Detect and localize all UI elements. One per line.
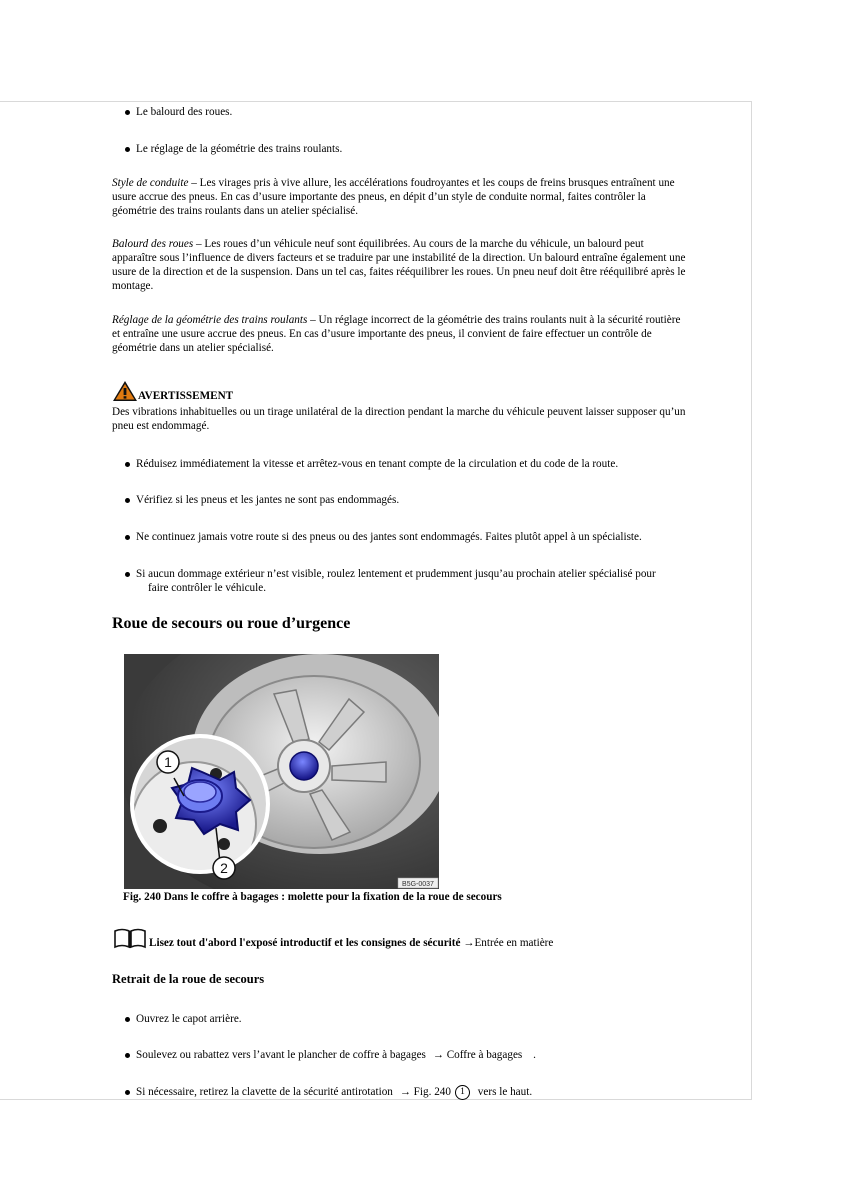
list-item: Soulevez ou rabattez vers l’avant le plancher de coffre à bagages → Coffre à bagages . [136,1049,536,1061]
list-item: Ouvrez le capot arrière. [136,1013,242,1025]
book-icon [112,927,148,949]
figure-caption: Fig. 240 Dans le coffre à bagages : molette pour la fixation de la roue de secours [123,891,502,903]
list-item: Le balourd des roues. [136,106,233,118]
section-title: Roue de secours ou roue d’urgence [112,615,351,632]
warning-text: Des vibrations inhabituelles ou un tirage unilatéral de la direction pendant la marche du véhicule peuvent laisser supposer qu’un pneu est endommagé. [112,406,686,432]
term: Réglage de la géométrie des trains roulants [112,314,308,326]
term: Style de conduite [112,177,189,189]
list-item: Si aucun dommage extérieur n’est visible, roulez lentement et prudemment jusqu’au prochain atelier spécialisé pour faire contrôler le véhicule. [136,568,656,594]
callout-1: 1 [164,754,172,770]
spare-wheel-figure [124,654,439,889]
figure-code: B5G-0037 [402,881,434,888]
list-item: Le réglage de la géométrie des trains roulants. [136,143,343,155]
list-item: Si nécessaire, retirez la clavette de la sécurité antirotation → Fig. 240 1 vers le haut. [136,1086,533,1099]
intro-link[interactable]: Entrée en matière [474,937,554,949]
list-item: Ne continuez jamais votre route si des pneus ou des jantes sont endommagés. Faites plutôt appel à un spécialiste. [136,531,642,543]
callout-2: 2 [220,860,228,876]
paragraph-balourd-des-roues: Balourd des roues – Les roues d’un véhicule neuf sont équilibrées. Au cours de la marche du véhicule, un balourd peut apparaître sous l’influence de divers facteurs et se traduire par une instabilité de la direction. Un balourd entraîne également une usure de la direction et de la suspension. Dans un tel cas, faites rééquilibrer les roues. Un pneu neuf doit être rééquilibré après le montage. [112,238,686,292]
paragraph-style-de-conduite: Style de conduite – Les virages pris à vive allure, les accélérations foudroyantes et les coups de freins brusques entraînent une usure accrue des pneus. En cas d’usure importante des pneus, en dépit d’un style de conduite normal, faites contrôler la géométrie des trains roulants dans un atelier spécialisé. [112,177,675,217]
term: Balourd des roues [112,238,194,250]
list-item: Réduisez immédiatement la vitesse et arrêtez-vous en tenant compte de la circulation et du code de la route. [136,458,619,470]
page-frame-right [751,101,752,1100]
read-first-bold: Lisez tout d'abord l'exposé introductif et les consignes de sécurité [149,937,461,949]
paragraph-reglage-geometrie: Réglage de la géométrie des trains roulants – Un réglage incorrect de la géométrie des trains roulants nuit à la sécurité routière et entraîne une usure accrue des pneus. En cas d’usure importante des pneus, il convient de faire effectuer un contrôle de géométrie dans un atelier spécialisé. [112,314,681,354]
callout-ref-1: 1 [455,1085,470,1100]
spare-wheel-illustration [124,654,439,889]
figure-link[interactable]: Fig. 240 [413,1086,451,1099]
subsection-title: Retrait de la roue de secours [112,972,265,986]
trunk-link[interactable]: Coffre à bagages [446,1049,523,1061]
warning-triangle-icon [112,380,138,402]
page-frame-top [0,101,752,102]
list-item: Vérifiez si les pneus et les jantes ne sont pas endommagés. [136,494,400,506]
warning-title: AVERTISSEMENT [138,390,234,402]
